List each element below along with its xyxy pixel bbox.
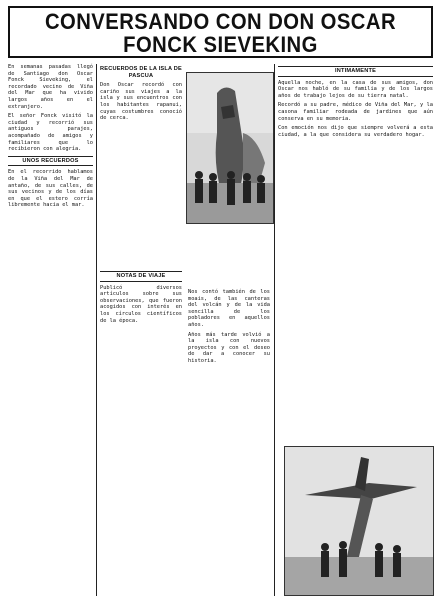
moai-group-photo <box>186 72 274 224</box>
intro-paragraph: En semanas pasadas llegó de Santiago don Oscar Fonck Sieveking, el recordado vecino de Viña del Mar que ha vivido largos años en el extranjero. <box>8 64 93 110</box>
paragraph: Publicó diversos artículos sobre sus observaciones, que fueron acogidos con interés en los círculos científicos de la época. <box>100 284 182 324</box>
masthead <box>8 6 433 58</box>
section-heading: UNOS RECUERDOS <box>8 156 93 167</box>
section-heading: INTIMAMENTE <box>278 66 433 77</box>
column-rule-1 <box>96 64 97 596</box>
paragraph: El señor Fonck visitó la ciudad y recorrió sus antiguos parajes, acompañado de amigos y familiares que lo recibieron con alegría. <box>8 113 93 153</box>
headline-line-2: FONCK SIEVEKING <box>123 32 318 57</box>
airplane-photo <box>284 446 434 596</box>
section-heading: RECUERDOS DE LA ISLA DE PASCUA <box>100 66 182 79</box>
paragraph: Recordó a su padre, médico de Viña del Mar, y la casona familiar rodeada de jardines que aún conserva en su memoria. <box>278 102 433 122</box>
paragraph: Don Oscar recordó con cariño sus viajes a la isla y sus encuentros con los habitantes rapanui, cuyas costumbres conoció de cerca. <box>100 82 182 122</box>
paragraph: Nos contó también de los moais, de las canteras del volcán y de la vida sencilla de los pobladores en aquellos años. <box>188 289 270 328</box>
paragraph: Con emoción nos dijo que siempre volverá a esta ciudad, a la que considera su verdadero hogar. <box>278 125 433 138</box>
article-column-3 <box>278 64 433 141</box>
section-heading: NOTAS DE VIAJE <box>100 271 182 282</box>
paragraph: Años más tarde volvió a la isla con nuevos proyectos y con el deseo de dar a conocer su historia. <box>188 331 270 364</box>
article-column-1 <box>8 64 93 212</box>
column-rule-2 <box>274 64 275 596</box>
paragraph: Aquella noche, en la casa de sus amigos, don Oscar nos habló de su familia y de los largos años de trabajo lejos de su tierra natal. <box>278 79 433 99</box>
headline-line-1: CONVERSANDO CON DON OSCAR <box>44 9 397 34</box>
paragraph: En el recorrido hablamos de la Viña del Mar de antaño, de sus calles, de sus vecinos y de los días en que el estero corría libremente hacia el mar. <box>8 169 93 209</box>
